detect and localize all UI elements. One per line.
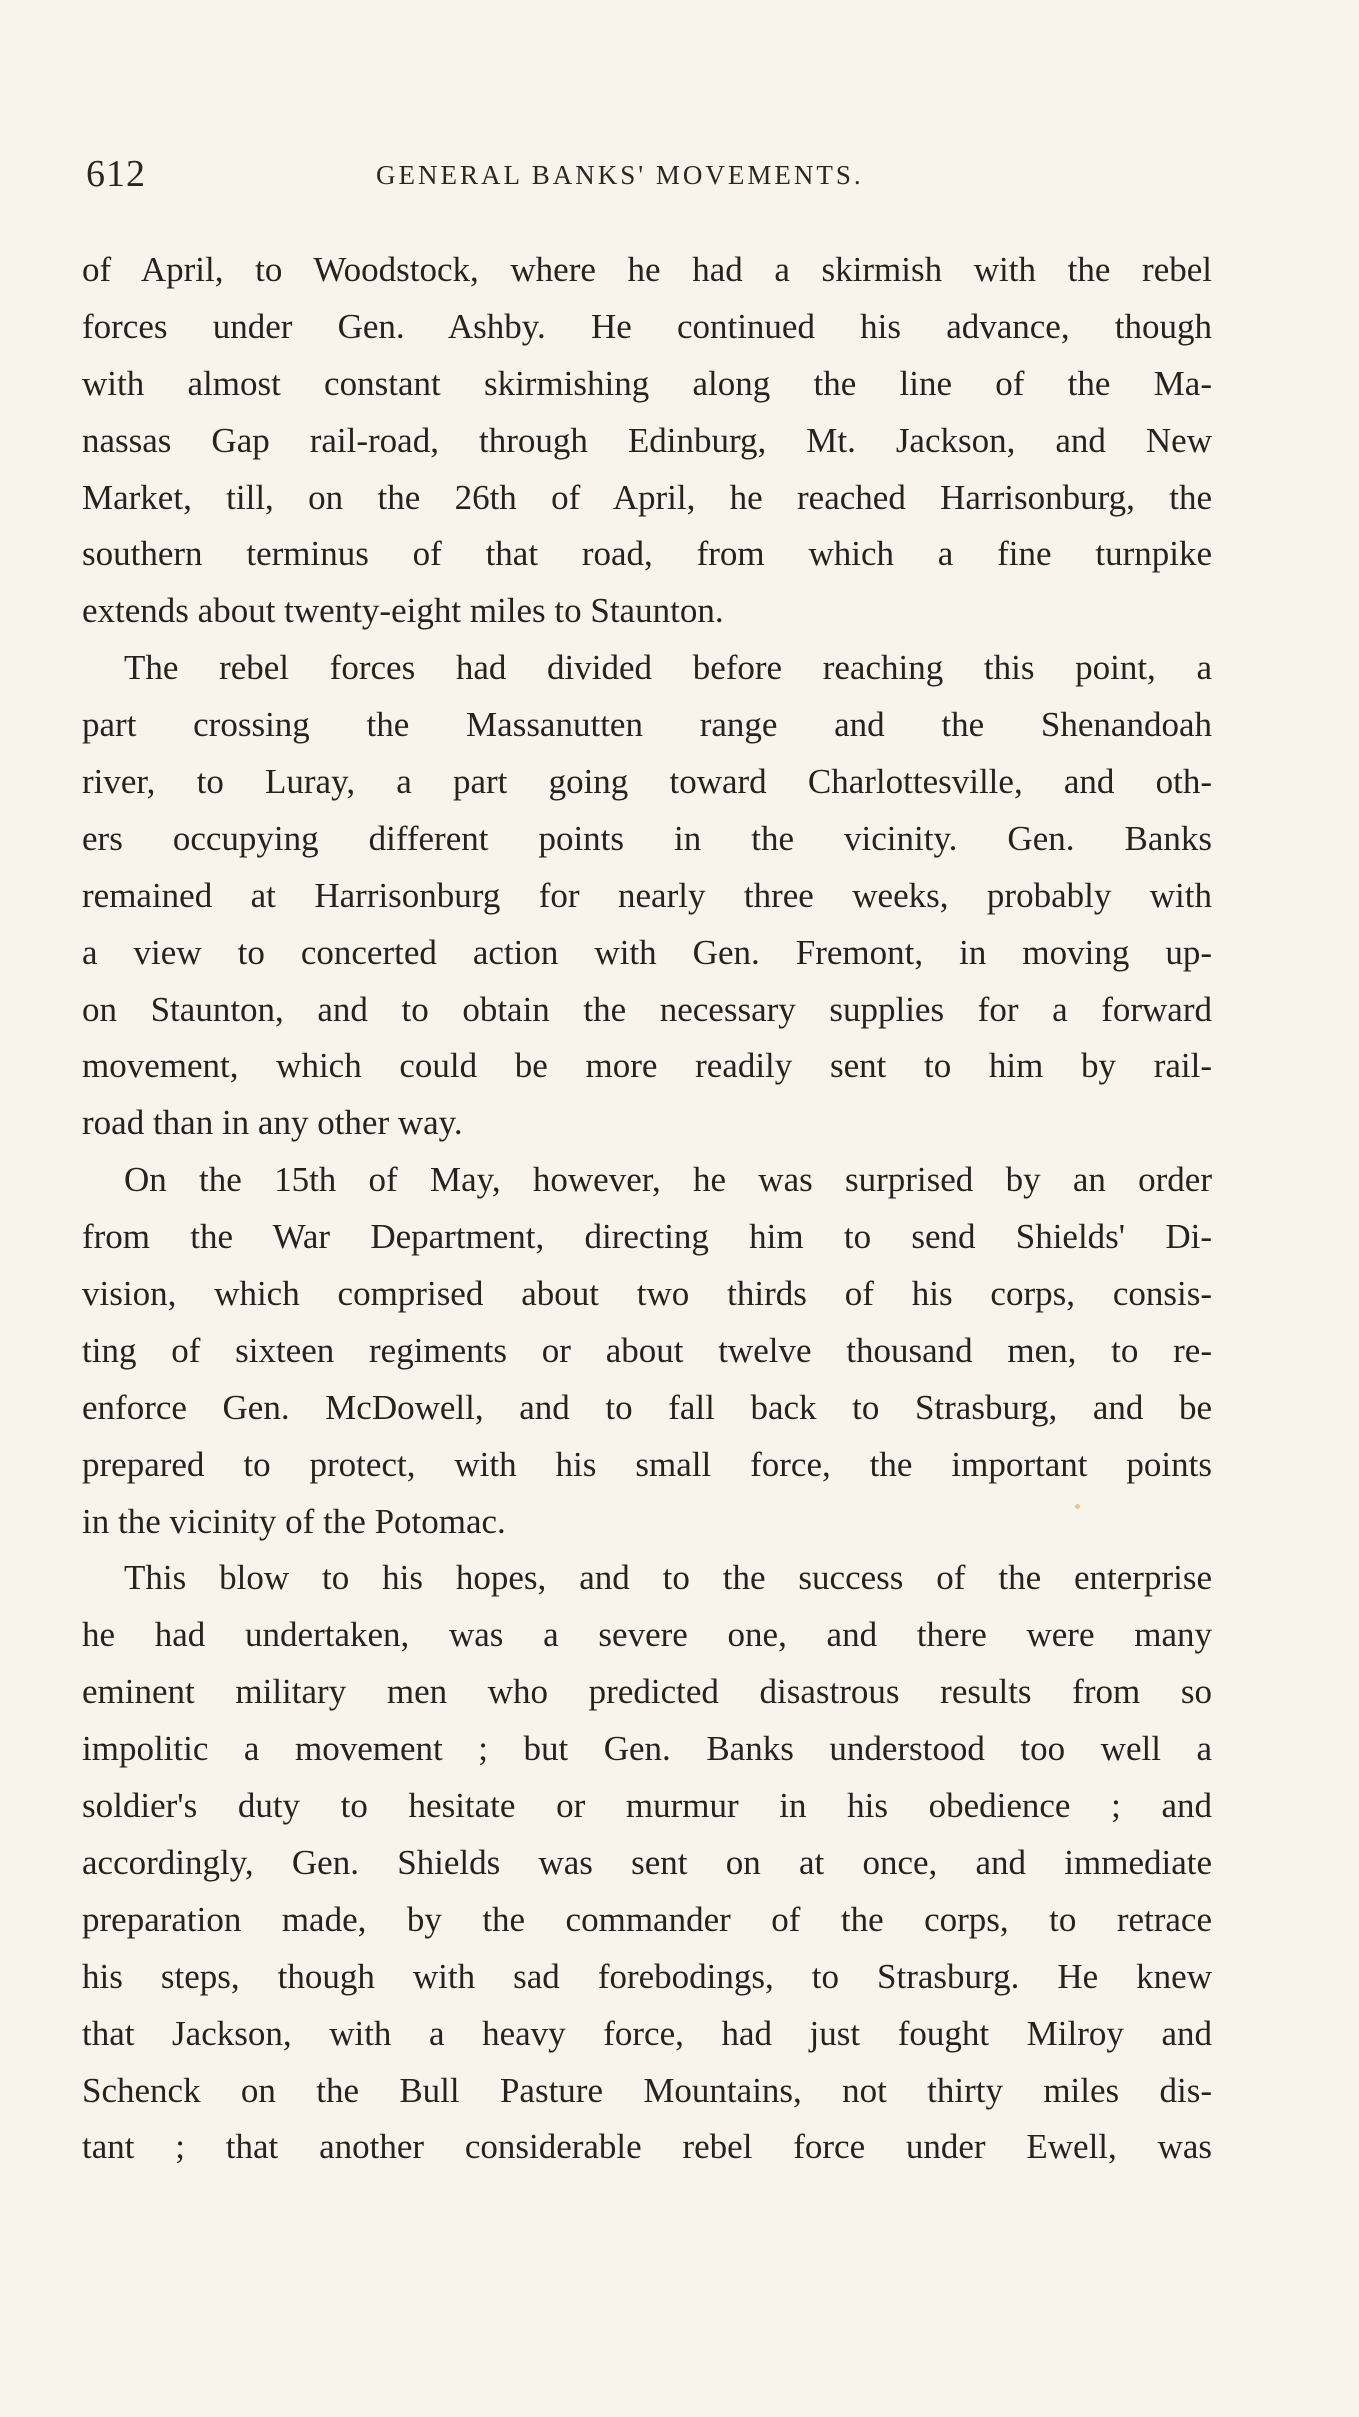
- body-text: [82, 242, 1212, 2176]
- text-line: extends about twenty-eight miles to Staunton.: [82, 591, 724, 631]
- page-number: 612: [86, 153, 146, 195]
- text-line: preparation made, by the commander of the corps, to retrace: [82, 1899, 1212, 1939]
- paper-speck: [1075, 1504, 1080, 1509]
- text-line: Schenck on the Bull Pasture Mountains, not thirty miles dis-: [82, 2070, 1212, 2110]
- text-line: remained at Harrisonburg for nearly three weeks, probably with: [82, 875, 1212, 915]
- text-line: eminent military men who predicted disastrous results from so: [82, 1672, 1212, 1712]
- text-line: forces under Gen. Ashby. He continued his advance, though: [82, 306, 1212, 346]
- text-line: vision, which comprised about two thirds of his corps, consis-: [82, 1274, 1212, 1314]
- text-line: ting of sixteen regiments or about twelve thousand men, to re-: [82, 1330, 1212, 1370]
- text-line: river, to Luray, a part going toward Charlottesville, and oth-: [82, 762, 1212, 802]
- text-line: with almost constant skirmishing along the line of the Ma-: [82, 363, 1212, 403]
- text-line: that Jackson, with a heavy force, had just fought Milroy and: [82, 2013, 1212, 2053]
- text-line: on Staunton, and to obtain the necessary supplies for a forward: [82, 989, 1212, 1029]
- text-line: impolitic a movement ; but Gen. Banks understood too well a: [82, 1729, 1212, 1769]
- text-line: soldier's duty to hesitate or murmur in his obedience ; and: [82, 1786, 1212, 1826]
- text-line: prepared to protect, with his small force, the important points: [82, 1444, 1212, 1484]
- text-line: he had undertaken, was a severe one, and there were many: [82, 1615, 1212, 1655]
- text-line: accordingly, Gen. Shields was sent on at once, and immediate: [82, 1842, 1212, 1882]
- running-head: GENERAL BANKS' MOVEMENTS.: [376, 160, 864, 190]
- paragraph-start-line: This blow to his hopes, and to the success of the enterprise: [124, 1558, 1212, 1598]
- text-line: southern terminus of that road, from which a fine turnpike: [82, 534, 1212, 574]
- text-line: nassas Gap rail-road, through Edinburg, Mt. Jackson, and New: [82, 420, 1212, 460]
- text-line: from the War Department, directing him to send Shields' Di-: [82, 1217, 1212, 1257]
- text-line: Market, till, on the 26th of April, he reached Harrisonburg, the: [82, 477, 1212, 517]
- text-line: ers occupying different points in the vicinity. Gen. Banks: [82, 818, 1212, 858]
- text-line: tant ; that another considerable rebel force under Ewell, was: [82, 2127, 1212, 2167]
- text-line: road than in any other way.: [82, 1103, 463, 1143]
- text-line: a view to concerted action with Gen. Fremont, in moving up-: [82, 932, 1212, 972]
- text-line: his steps, though with sad forebodings, to Strasburg. He knew: [82, 1956, 1212, 1996]
- text-line: in the vicinity of the Potomac.: [82, 1501, 506, 1541]
- paragraph-start-line: On the 15th of May, however, he was surprised by an order: [124, 1160, 1212, 1200]
- paragraph-start-line: The rebel forces had divided before reaching this point, a: [124, 648, 1212, 688]
- text-line: part crossing the Massanutten range and the Shenandoah: [82, 705, 1212, 745]
- text-line: of April, to Woodstock, where he had a skirmish with the rebel: [82, 250, 1212, 289]
- text-line: enforce Gen. McDowell, and to fall back to Strasburg, and be: [82, 1387, 1212, 1427]
- text-line: movement, which could be more readily sent to him by rail-: [82, 1046, 1212, 1086]
- page-header: [86, 152, 1216, 202]
